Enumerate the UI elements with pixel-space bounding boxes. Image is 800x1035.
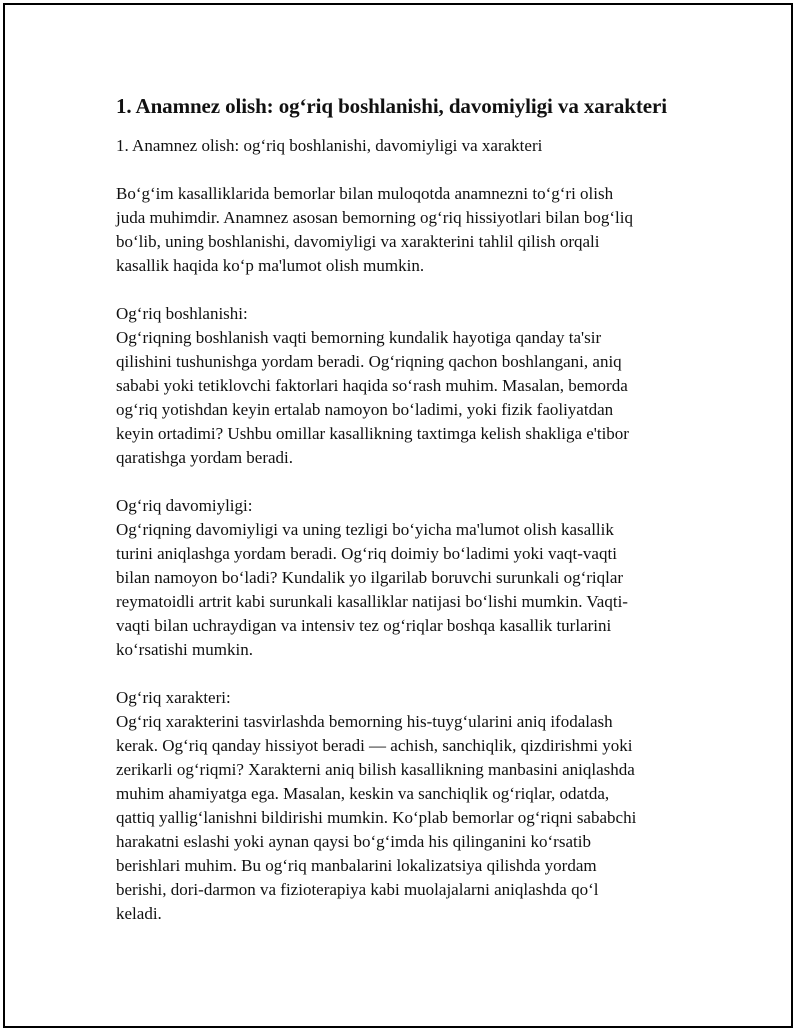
section-line: ko‘rsatishi mumkin. bbox=[116, 640, 253, 659]
section-line: Og‘riqning davomiyligi va uning tezligi bo‘yicha ma'lumot olish kasallik bbox=[116, 520, 614, 539]
intro-line: Bo‘g‘im kasalliklarida bemorlar bilan muloqotda anamnezni to‘g‘ri olish bbox=[116, 184, 614, 203]
section-line: zerikarli og‘riqmi? Xarakterni aniq bilish kasallikning manbasini aniqlashda bbox=[116, 760, 635, 779]
section-line: bilan namoyon bo‘ladi? Kundalik yo ilgarilab boruvchi surunkali og‘riqlar bbox=[116, 568, 624, 587]
section-line: vaqti bilan uchraydigan va intensiv tez og‘riqlar boshqa kasallik turlarini bbox=[116, 616, 612, 635]
section-line: kerak. Og‘riq qanday hissiyot beradi — achish, sanchiqlik, qizdirishmi yoki bbox=[116, 736, 633, 755]
section-line: qaratishga yordam beradi. bbox=[116, 448, 294, 467]
section-line: berishlari muhim. Bu og‘riq manbalarini lokalizatsiya qilishda yordam bbox=[116, 856, 597, 875]
document-title: 1. Anamnez olish: og‘riq boshlanishi, davomiyligi va xarakteri bbox=[116, 94, 667, 118]
section-pain-character bbox=[116, 686, 696, 926]
section-line: harakatni eslashi yoki aynan qaysi bo‘g‘imda his qilinganini ko‘rsatib bbox=[116, 832, 591, 851]
section-pain-duration bbox=[116, 494, 696, 662]
section-line: muhim ahamiyatga ega. Masalan, keskin va sanchiqlik og‘riqlar, odatda, bbox=[116, 784, 610, 803]
section-pain-onset bbox=[116, 302, 696, 470]
intro-paragraph bbox=[116, 182, 696, 278]
section-line: Og‘riq xarakterini tasvirlashda bemorning his-tuyg‘ularini aniq ifodalash bbox=[116, 712, 613, 731]
section-heading: Og‘riq xarakteri: bbox=[116, 688, 231, 707]
document-subtitle: 1. Anamnez olish: og‘riq boshlanishi, davomiyligi va xarakteri bbox=[116, 136, 543, 155]
intro-line: juda muhimdir. Anamnez asosan bemorning og‘riq hissiyotlari bilan bog‘liq bbox=[116, 208, 634, 227]
section-line: berishi, dori-darmon va fizioterapiya kabi muolajalarni aniqlashda qo‘l bbox=[116, 880, 599, 899]
section-line: turini aniqlashga yordam beradi. Og‘riq doimiy bo‘ladimi yoki vaqt-vaqti bbox=[116, 544, 617, 563]
section-line: reymatoidli artrit kabi surunkali kasalliklar natijasi bo‘lishi mumkin. Vaqti- bbox=[116, 592, 628, 611]
section-line: qattiq yallig‘lanishni bildirishi mumkin. Ko‘plab bemorlar og‘riqni sababchi bbox=[116, 808, 637, 827]
section-line: og‘riq yotishdan keyin ertalab namoyon bo‘ladimi, yoki fizik faoliyatdan bbox=[116, 400, 614, 419]
intro-line: kasallik haqida ko‘p ma'lumot olish mumkin. bbox=[116, 256, 425, 275]
section-line: keladi. bbox=[116, 904, 162, 923]
section-line: qilishini tushunishga yordam beradi. Og‘riqning qachon boshlangani, aniq bbox=[116, 352, 622, 371]
document-body bbox=[116, 92, 696, 950]
section-heading: Og‘riq boshlanishi: bbox=[116, 304, 248, 323]
section-line: sababi yoki tetiklovchi faktorlari haqida so‘rash muhim. Masalan, bemorda bbox=[116, 376, 628, 395]
intro-line: bo‘lib, uning boshlanishi, davomiyligi va xarakterini tahlil qilish orqali bbox=[116, 232, 600, 251]
section-line: keyin ortadimi? Ushbu omillar kasallikning taxtimga kelish shakliga e'tibor bbox=[116, 424, 629, 443]
section-heading: Og‘riq davomiyligi: bbox=[116, 496, 253, 515]
section-line: Og‘riqning boshlanish vaqti bemorning kundalik hayotiga qanday ta'sir bbox=[116, 328, 602, 347]
